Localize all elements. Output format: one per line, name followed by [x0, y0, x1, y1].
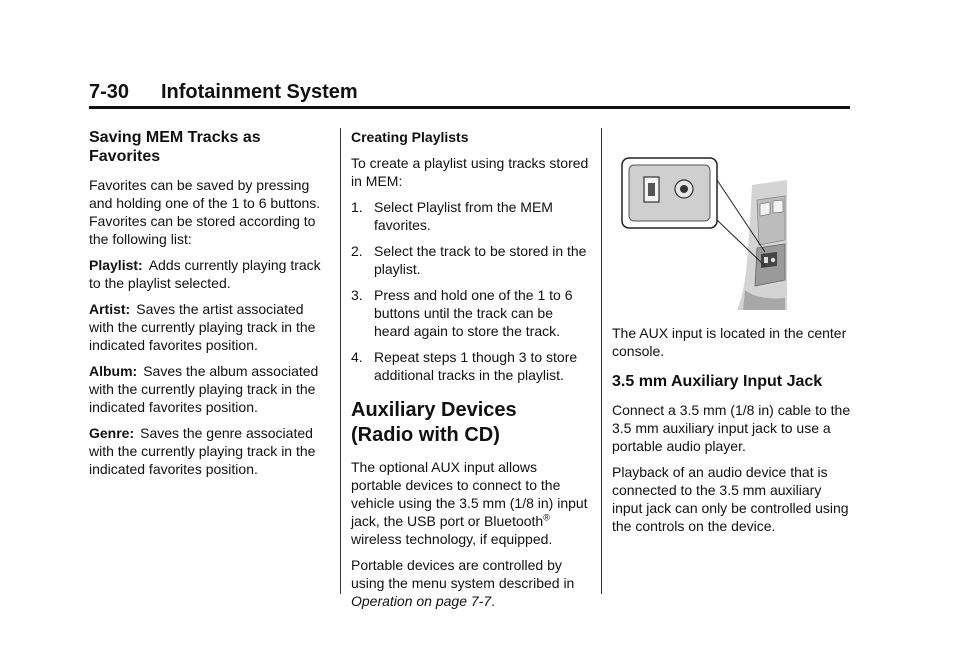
favorite-item-playlist [89, 256, 329, 292]
page-number: 7-30 [89, 81, 130, 103]
favorite-item-album [89, 362, 329, 416]
list-item [351, 286, 591, 340]
step-text: Select Playlist from the MEM favorites. [374, 199, 553, 233]
list-item [351, 348, 591, 384]
heading-line: (Radio with CD) [351, 424, 500, 446]
column-divider-left [340, 128, 341, 594]
heading-line: Auxiliary Devices [351, 399, 517, 421]
step-number: 3. [351, 287, 363, 303]
term-label: Artist: [89, 301, 131, 317]
aux-console-drawing [617, 140, 787, 310]
column-right [612, 130, 852, 543]
column-divider-right [601, 128, 602, 594]
subheading-creating-playlists: Creating Playlists [351, 129, 469, 145]
section-heading-saving-mem: Saving MEM Tracks as Favorites [89, 129, 261, 165]
step-number: 4. [351, 349, 363, 365]
text-run: . [491, 593, 495, 609]
term-label: Genre: [89, 425, 135, 441]
controls-paragraph [351, 556, 591, 610]
term-text: Adds currently playing track to the playlist selected. [89, 257, 321, 291]
column-middle [351, 128, 591, 618]
text-run: Portable devices are controlled by using the menu system described in [351, 557, 575, 591]
section-heading-aux-jack: 3.5 mm Auxiliary Input Jack [612, 373, 823, 390]
list-item [351, 198, 591, 234]
term-text: Saves the album associated with the currently playing track in the indicated favorites position. [89, 363, 319, 415]
intro-paragraph: Favorites can be saved by pressing and holding one of the 1 to 6 buttons. Favorites can be stored according to the following list: [89, 177, 321, 247]
registered-mark: ® [543, 512, 550, 523]
section-heading-auxiliary-devices [351, 398, 591, 448]
favorite-item-artist [89, 300, 329, 354]
playlist-intro: To create a playlist using tracks stored in MEM: [351, 155, 589, 189]
step-text: Press and hold one of the 1 to 6 buttons until the track can be heard again to store the track. [374, 287, 573, 339]
aux-jack-paragraph-2: Playback of an audio device that is connected to the 3.5 mm auxiliary input jack can only be controlled using the controls on the device. [612, 464, 849, 534]
step-number: 1. [351, 199, 363, 215]
text-run: wireless technology, if equipped. [351, 531, 553, 547]
step-text: Repeat steps 1 though 3 to store additional tracks in the playlist. [374, 349, 578, 383]
term-label: Album: [89, 363, 138, 379]
aux-console-illustration [617, 140, 787, 310]
column-left [89, 128, 329, 486]
aux-jack-paragraph-1: Connect a 3.5 mm (1/8 in) cable to the 3.5 mm auxiliary input jack to use a portable audio player. [612, 402, 851, 454]
page-header [89, 78, 850, 109]
term-text: Saves the genre associated with the currently playing track in the indicated favorites position. [89, 425, 316, 477]
step-text: Select the track to be stored in the playlist. [374, 243, 587, 277]
step-number: 2. [351, 243, 363, 259]
term-label: Playlist: [89, 257, 143, 273]
term-text: Saves the artist associated with the currently playing track in the indicated favorites position. [89, 301, 316, 353]
aux-paragraph [351, 458, 591, 548]
figure-caption: The AUX input is located in the center console. [612, 325, 847, 359]
cross-reference-link[interactable]: Operation on page 7-7 [351, 593, 492, 609]
favorite-item-genre [89, 424, 329, 478]
list-item [351, 242, 591, 278]
playlist-steps [351, 198, 591, 384]
chapter-title: Infotainment System [161, 81, 358, 103]
text-run: The optional AUX input allows portable devices to connect to the vehicle using the 3.5 mm (1/8 in) input jack, the USB port or Bluetooth [351, 459, 588, 529]
